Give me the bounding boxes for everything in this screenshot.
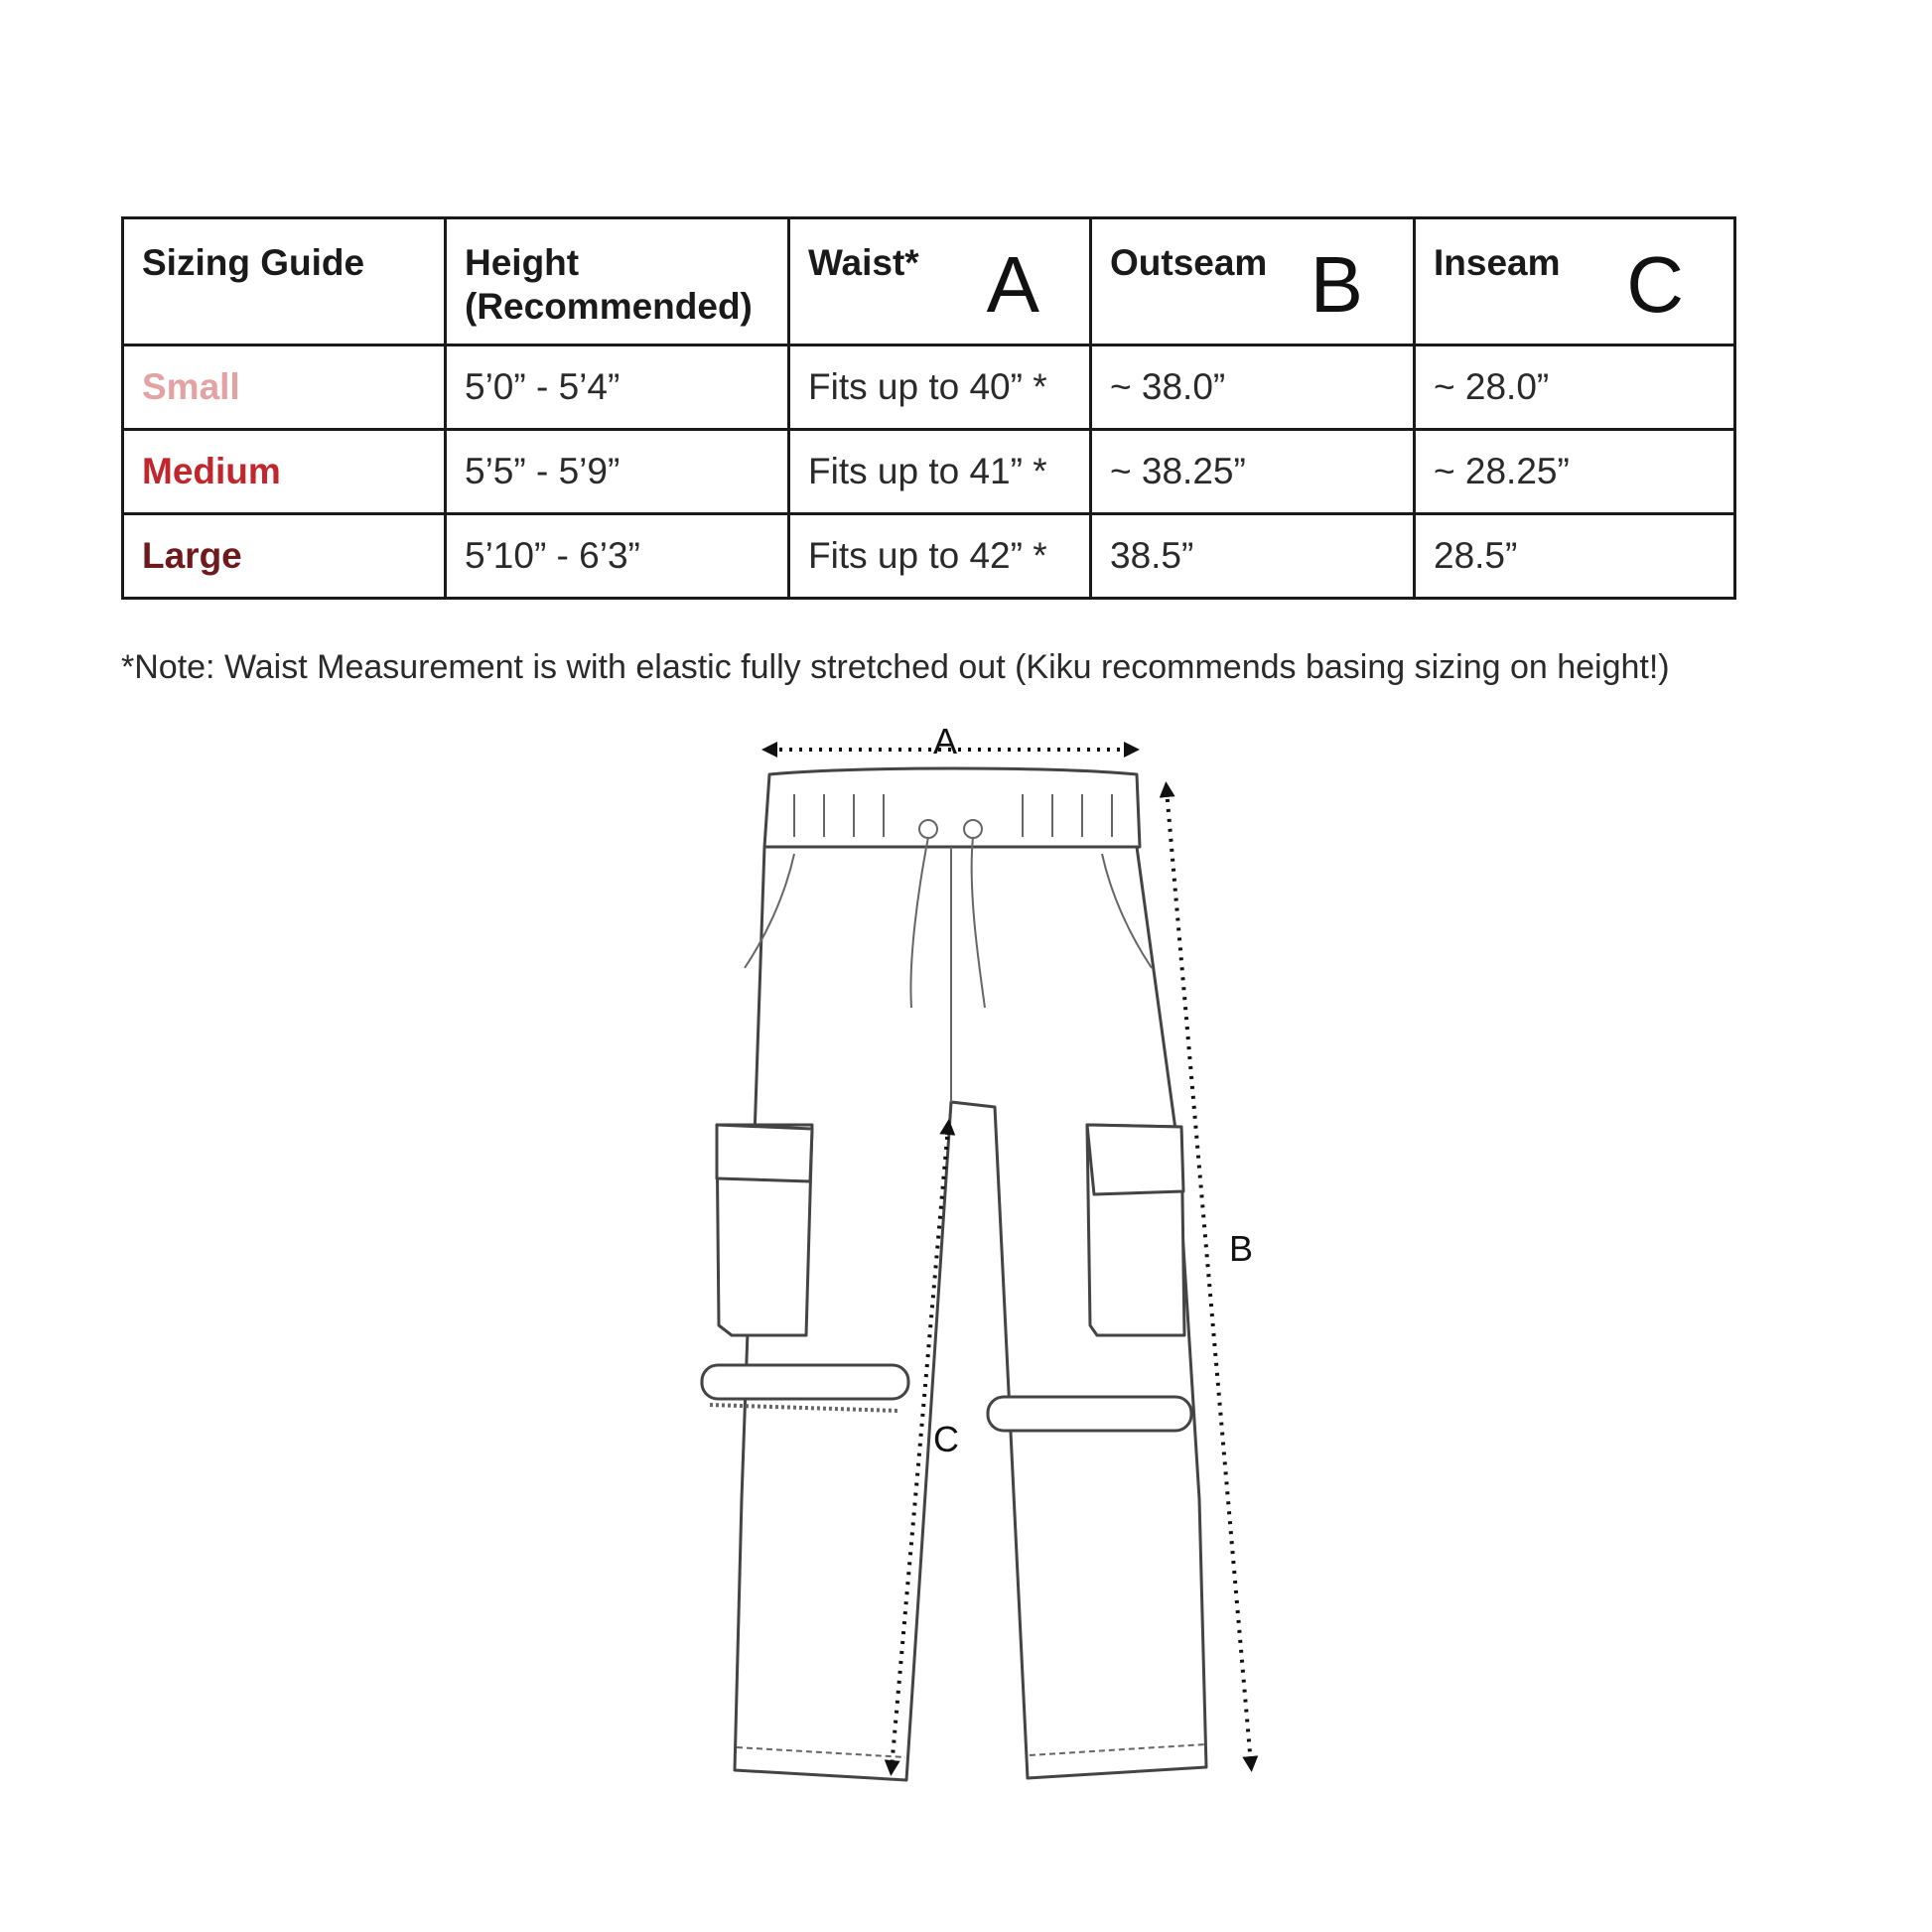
header-letter-c: C (1626, 240, 1684, 329)
header-inseam: Inseam C (1415, 218, 1735, 345)
cell-outseam: ~ 38.25” (1091, 430, 1415, 514)
cell-size (123, 514, 446, 599)
cargo-flap-left (717, 1125, 812, 1181)
cell-height: 5’0” - 5’4” (446, 345, 789, 430)
header-outseam: Outseam B (1091, 218, 1415, 345)
cell-inseam: ~ 28.25” (1415, 430, 1735, 514)
dimension-label-b: B (1229, 1228, 1254, 1269)
table-row (123, 514, 1735, 599)
cell-waist: Fits up to 42” * (789, 514, 1091, 599)
waist-note: *Note: Waist Measurement is with elastic fully stretched out (Kiku recommends basing sizing on height!) (121, 648, 1670, 686)
table-row (123, 345, 1735, 430)
cell-size (123, 430, 446, 514)
header-letter-a: A (986, 240, 1039, 329)
table-row (123, 430, 1735, 514)
size-name-small: Small (142, 366, 240, 407)
cell-inseam: ~ 28.0” (1415, 345, 1735, 430)
cell-height: 5’5” - 5’9” (446, 430, 789, 514)
cell-size (123, 345, 446, 430)
header-height: Height (Recommended) (446, 218, 789, 345)
size-name-medium: Medium (142, 451, 281, 491)
dimension-label-c: C (933, 1419, 959, 1459)
waistband (764, 768, 1140, 853)
header-sizing-guide: Sizing Guide (123, 218, 446, 345)
cell-inseam: 28.5” (1415, 514, 1735, 599)
cell-waist: Fits up to 41” * (789, 430, 1091, 514)
cargo-flap-right (1087, 1125, 1183, 1194)
cell-height: 5’10” - 6’3” (446, 514, 789, 599)
zip-band-left (702, 1365, 908, 1399)
dimension-label-a: A (933, 721, 958, 761)
header-waist: Waist* A (789, 218, 1091, 345)
table-header-row (123, 218, 1735, 345)
zip-band-right (988, 1397, 1191, 1431)
cell-outseam: 38.5” (1091, 514, 1415, 599)
cell-outseam: ~ 38.0” (1091, 345, 1415, 430)
pants-diagram (635, 720, 1261, 1827)
cell-waist: Fits up to 40” * (789, 345, 1091, 430)
size-name-large: Large (142, 535, 242, 576)
sizing-table (121, 216, 1736, 600)
header-letter-b: B (1310, 240, 1363, 329)
